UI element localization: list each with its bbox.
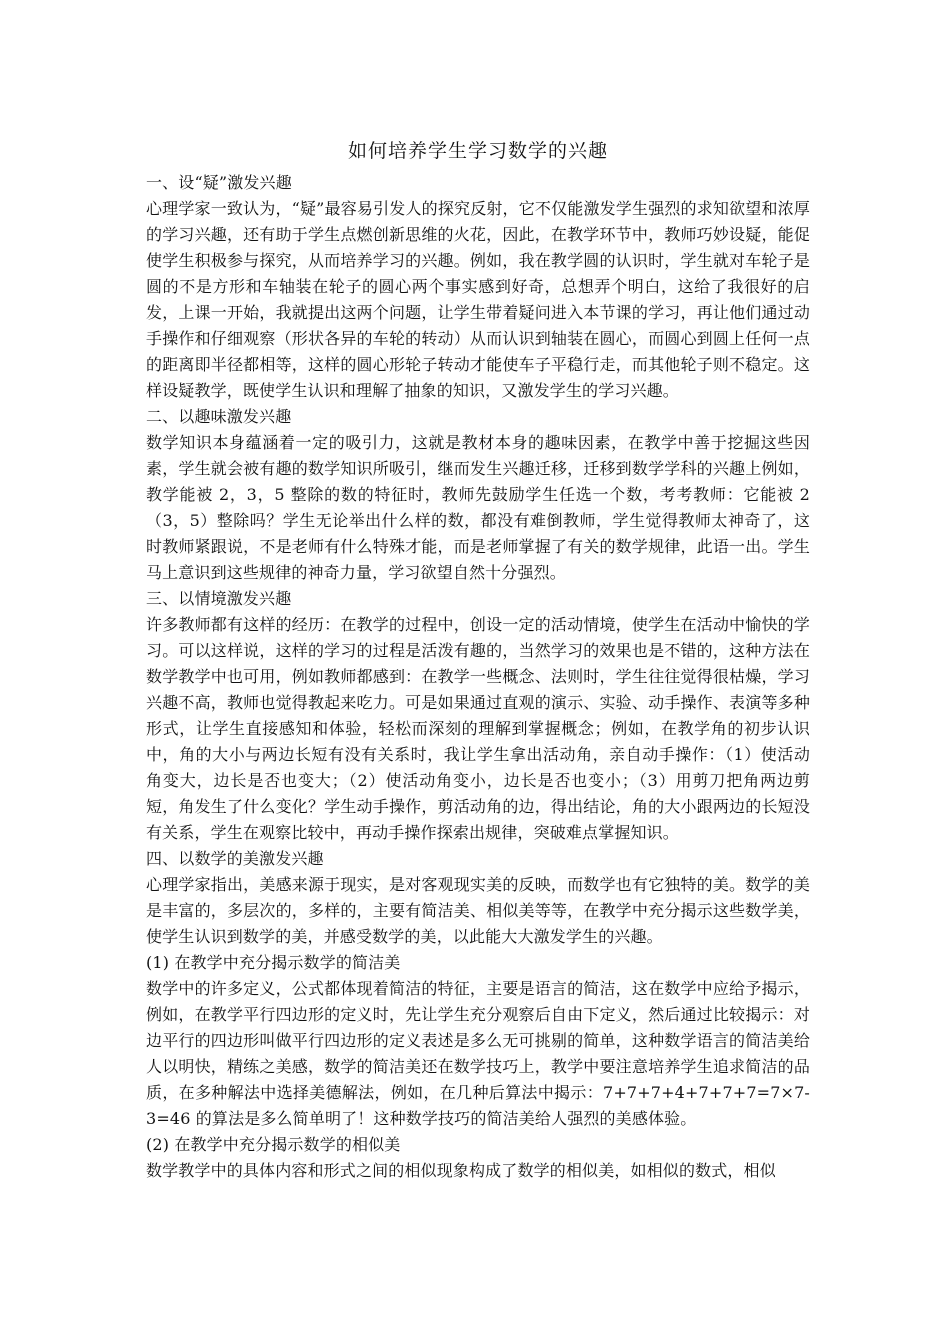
subsection-heading-1: (1) 在教学中充分揭示数学的简洁美 [146, 953, 401, 972]
paragraph-3: 许多教师都有这样的经历：在教学的过程中，创设一定的活动情境，使学生在活动中愉快的学习。可以这样说，这样的学习的过程是活泼有趣的，当然学习的效果也是不错的，这种方法在数学教学中也可用，例如教师都感到：在教学一些概念、法则时，学生往往觉得很枯燥，学习兴趣不高，教师也觉得教起来吃力。可是如果通过直观的演示、实验、动手操作、表演等多种形式，让学生直接感知和体验，轻松而深刻的理解到掌握概念；例如，在教学角的初步认识中，角的大小与两边长短有没有关系时，我让学生拿出活动角，亲自动手操作：（1）使活动角变大，边长是否也变大；（2）使活动角变小，边长是否也变小；（3）用剪刀把角两边剪短，角发生了什么变化？学生动手操作，剪活动角的边，得出结论，角的大小跟两边的长短没有关系，学生在观察比较中，再动手操作探索出规律，突破难点掌握知识。 [146, 615, 810, 842]
paragraph-6: 数学教学中的具体内容和形式之间的相似现象构成了数学的相似美，如相似的数式，相似 [146, 1161, 776, 1180]
paragraph-5: 数学中的许多定义，公式都体现着简洁的特征，主要是语言的简洁，这在数学中应给予揭示，例如，在教学平行四边形的定义时，先让学生充分观察后自由下定义，然后通过比较揭示：对边平行的四边形叫做平行四边形的定义表述是多么无可挑剔的简单，这种数学语言的简洁美给人以明快，精练之美感，数学的简洁美还在数学技巧上，教学中要注意培养学生追求简洁的品质，在多种解法中选择美德解法，例如，在几种后算法中揭示：7+7+7+4+7+7+7=7×7-3=46 的算法是多么简单明了！这种数学技巧的简洁美给人强烈的美感体验。 [146, 979, 810, 1128]
section-heading-4: 四、以数学的美激发兴趣 [146, 849, 324, 868]
paragraph-2: 数学知识本身蕴涵着一定的吸引力，这就是教材本身的趣味因素，在教学中善于挖掘这些因素，学生就会被有趣的数学知识所吸引，继而发生兴趣迁移，迁移到数学学科的兴趣上例如，教学能被 2，3，5 整除的数的特征时，教师先鼓励学生任选一个数，考考教师：它能被 2（3，5）整除吗？学生无论举出什么样的数，都没有难倒教师，学生觉得教师太神奇了，这时教师紧跟说，不是老师有什么特殊才能，而是老师掌握了有关的数学规律，此语一出。学生马上意识到这些规律的神奇力量，学习欲望自然十分强烈。 [146, 433, 810, 582]
section-heading-2: 二、以趣味激发兴趣 [146, 407, 292, 426]
document-title: 如何培养学生学习数学的兴趣 [347, 140, 608, 162]
section-heading-1: 一、设“疑”激发兴趣 [146, 173, 292, 192]
section-heading-3: 三、以情境激发兴趣 [146, 589, 292, 608]
document-body [146, 136, 810, 1184]
paragraph-4: 心理学家指出，美感来源于现实，是对客观现实美的反映，而数学也有它独特的美。数学的美是丰富的，多层次的，多样的，主要有简洁美、相似美等等，在教学中充分揭示这些数学美，使学生认识到数学的美，并感受数学的美，以此能大大激发学生的兴趣。 [146, 875, 810, 946]
paragraph-1: 心理学家一致认为，“疑”最容易引发人的探究反射，它不仅能激发学生强烈的求知欲望和浓厚的学习兴趣，还有助于学生点燃创新思维的火花，因此，在教学环节中，教师巧妙设疑，能促使学生积极参与探究，从而培养学习的兴趣。例如，我在教学圆的认识时，学生就对车轮子是圆的不是方形和车轴装在轮子的圆心两个事实感到好奇，总想弄个明白，这给了我很好的启发，上课一开始，我就提出这两个问题，让学生带着疑问进入本节课的学习，再让他们通过动手操作和仔细观察（形状各异的车轮的转动）从而认识到轴装在圆心，而圆心到圆上任何一点的距离即半径都相等，这样的圆心形轮子转动才能使车子平稳行走，而其他轮子则不稳定。这样设疑教学，既使学生认识和理解了抽象的知识，又激发学生的学习兴趣。 [146, 199, 810, 400]
subsection-heading-2: (2) 在教学中充分揭示数学的相似美 [146, 1135, 401, 1154]
